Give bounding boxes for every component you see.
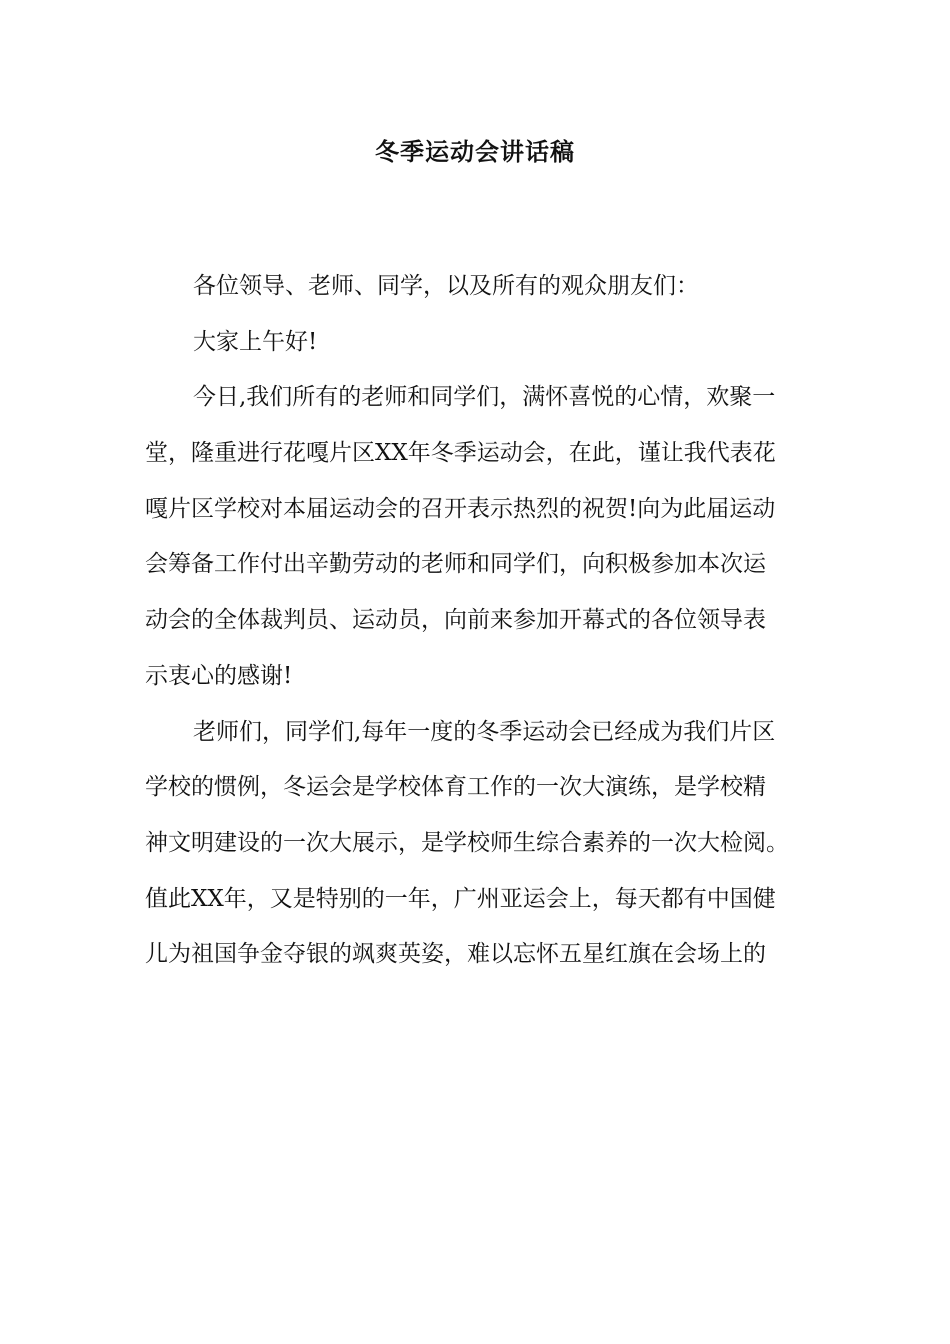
paragraph-line: 示衷心的感谢! [145, 662, 293, 689]
paragraph-line: 值此XX年，又是特别的一年，广州亚运会上，每天都有中国健 [145, 885, 776, 912]
paragraph-line: 大家上午好! [193, 328, 318, 355]
paragraph-line: 今日,我们所有的老师和同学们，满怀喜悦的心情，欢聚一 [193, 384, 776, 411]
paragraph-line: 学校的惯例，冬运会是学校体育工作的一次大演练，是学校精 [145, 774, 766, 801]
document-title: 冬季运动会讲话稿 [375, 138, 575, 166]
document-body [145, 259, 825, 983]
paragraph-line: 动会的全体裁判员、运动员，向前来参加开幕式的各位领导表 [145, 607, 766, 634]
paragraph-line: 老师们，同学们,每年一度的冬季运动会已经成为我们片区 [193, 718, 776, 745]
paragraph-line: 儿为祖国争金夺银的飒爽英姿，难以忘怀五星红旗在会场上的 [145, 941, 766, 968]
paragraph-line: 会筹备工作付出辛勤劳动的老师和同学们，向积极参加本次运 [145, 551, 766, 578]
paragraph-line: 堂，隆重进行花嘎片区XX年冬季运动会，在此，谨让我代表花 [145, 440, 776, 467]
paragraph-line: 神文明建设的一次大展示，是学校师生综合素养的一次大检阅。 [145, 829, 789, 856]
paragraph-line: 嘎片区学校对本届运动会的召开表示热烈的祝贺!向为此届运动 [145, 495, 776, 522]
paragraph-line: 各位领导、老师、同学，以及所有的观众朋友们： [193, 273, 699, 299]
